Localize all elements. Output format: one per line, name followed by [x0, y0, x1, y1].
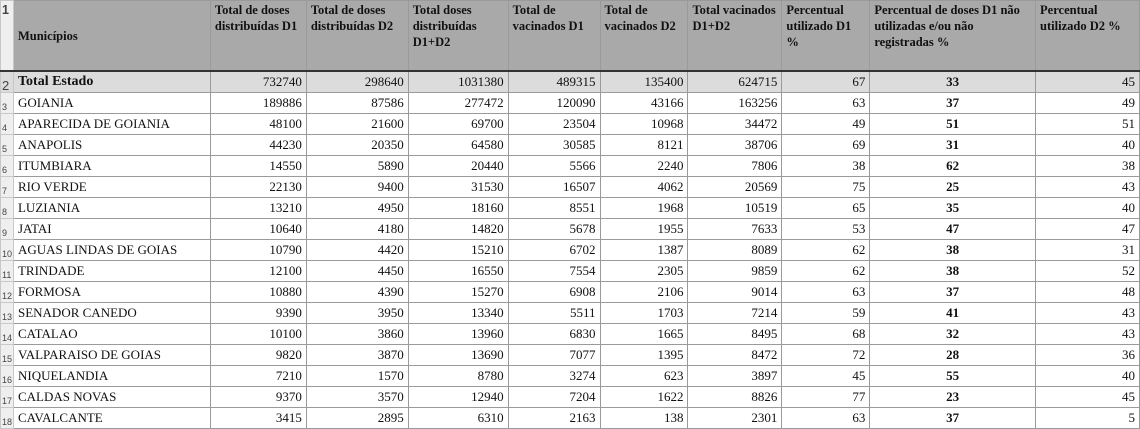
pct-d2-cell[interactable]: 47: [1036, 219, 1140, 240]
table-row: [1, 219, 1140, 240]
pct-nao-utilizadas-cell[interactable]: 31: [870, 135, 1036, 156]
row-number[interactable]: 13: [1, 303, 14, 324]
pct-d2-cell[interactable]: 48: [1036, 282, 1140, 303]
doses-d1-d2-cell[interactable]: 20440: [408, 156, 508, 177]
pct-nao-utilizadas-cell[interactable]: 32: [870, 324, 1036, 345]
vacinados-d2-cell[interactable]: 2106: [600, 282, 688, 303]
doses-d1-cell[interactable]: 9370: [210, 387, 306, 408]
doses-d1-d2-cell[interactable]: 31530: [408, 177, 508, 198]
row-number[interactable]: 5: [1, 135, 14, 156]
doses-d1-d2-cell[interactable]: 14820: [408, 219, 508, 240]
pct-nao-utilizadas-cell[interactable]: 23: [870, 387, 1036, 408]
pct-nao-utilizadas-cell[interactable]: 47: [870, 219, 1036, 240]
doses-d1-d2-cell[interactable]: 69700: [408, 114, 508, 135]
pct-d2-cell[interactable]: 31: [1036, 240, 1140, 261]
municipio-cell[interactable]: SENADOR CANEDO: [13, 303, 210, 324]
doses-d1-d2-cell[interactable]: 12940: [408, 387, 508, 408]
row-number[interactable]: 4: [1, 114, 14, 135]
vacinados-d1-d2-cell[interactable]: 624715: [688, 71, 782, 93]
pct-d1-cell[interactable]: 72: [782, 345, 870, 366]
doses-d1-d2-cell[interactable]: 64580: [408, 135, 508, 156]
vacinados-d1-cell[interactable]: 6908: [508, 282, 600, 303]
row-number[interactable]: 12: [1, 282, 14, 303]
vacinados-d1-cell[interactable]: 3274: [508, 366, 600, 387]
doses-d1-cell[interactable]: 14550: [210, 156, 306, 177]
column-header-vacinados-d1-d2[interactable]: Total vacinados D1+D2: [688, 1, 782, 72]
pct-nao-utilizadas-cell[interactable]: 37: [870, 408, 1036, 429]
doses-d2-cell[interactable]: 3870: [306, 345, 408, 366]
row-number[interactable]: 3: [1, 93, 14, 114]
pct-d2-cell[interactable]: 36: [1036, 345, 1140, 366]
vacinados-d1-cell[interactable]: 6702: [508, 240, 600, 261]
pct-d2-cell[interactable]: 51: [1036, 114, 1140, 135]
column-header-vacinados-d1[interactable]: Total de vacinados D1: [508, 1, 600, 72]
pct-nao-utilizadas-cell[interactable]: 25: [870, 177, 1036, 198]
doses-d1-d2-cell[interactable]: 277472: [408, 93, 508, 114]
pct-d1-cell[interactable]: 45: [782, 366, 870, 387]
pct-nao-utilizadas-cell[interactable]: 55: [870, 366, 1036, 387]
pct-d1-cell[interactable]: 38: [782, 156, 870, 177]
pct-d1-cell[interactable]: 65: [782, 198, 870, 219]
table-row: [1, 240, 1140, 261]
vacinados-d1-d2-cell[interactable]: 38706: [688, 135, 782, 156]
doses-d1-cell[interactable]: 10790: [210, 240, 306, 261]
doses-d1-cell[interactable]: 13210: [210, 198, 306, 219]
doses-d2-cell[interactable]: 87586: [306, 93, 408, 114]
municipio-cell[interactable]: ITUMBIARA: [13, 156, 210, 177]
row-number[interactable]: 2: [1, 71, 14, 93]
table-row: [1, 303, 1140, 324]
pct-d1-cell[interactable]: 77: [782, 387, 870, 408]
doses-d2-cell[interactable]: 9400: [306, 177, 408, 198]
vacinados-d2-cell[interactable]: 2305: [600, 261, 688, 282]
vacinados-d2-cell[interactable]: 1395: [600, 345, 688, 366]
vacinados-d1-cell[interactable]: 7077: [508, 345, 600, 366]
municipio-cell[interactable]: CALDAS NOVAS: [13, 387, 210, 408]
pct-nao-utilizadas-cell[interactable]: 51: [870, 114, 1036, 135]
doses-d1-d2-cell[interactable]: 13690: [408, 345, 508, 366]
pct-d2-cell[interactable]: 52: [1036, 261, 1140, 282]
pct-nao-utilizadas-cell[interactable]: 37: [870, 93, 1036, 114]
vacinados-d1-d2-cell[interactable]: 7214: [688, 303, 782, 324]
vacinados-d2-cell[interactable]: 135400: [600, 71, 688, 93]
table-row: [1, 408, 1140, 429]
pct-nao-utilizadas-cell[interactable]: 38: [870, 261, 1036, 282]
table-row: [1, 282, 1140, 303]
column-header-municipios[interactable]: Municípios: [13, 1, 210, 72]
vacinados-d1-cell[interactable]: 489315: [508, 71, 600, 93]
vacinados-d2-cell[interactable]: 1968: [600, 198, 688, 219]
pct-d2-cell[interactable]: 5: [1036, 408, 1140, 429]
doses-d1-cell[interactable]: 9390: [210, 303, 306, 324]
pct-d2-cell[interactable]: 40: [1036, 135, 1140, 156]
pct-d2-cell[interactable]: 45: [1036, 387, 1140, 408]
municipio-cell[interactable]: Total Estado: [13, 71, 210, 93]
pct-d1-cell[interactable]: 59: [782, 303, 870, 324]
doses-d1-d2-cell[interactable]: 16550: [408, 261, 508, 282]
vacinados-d1-d2-cell[interactable]: 8826: [688, 387, 782, 408]
vacinados-d1-d2-cell[interactable]: 9014: [688, 282, 782, 303]
vacinados-d1-cell[interactable]: 7204: [508, 387, 600, 408]
vacinados-d1-cell[interactable]: 7554: [508, 261, 600, 282]
row-number[interactable]: 11: [1, 261, 14, 282]
doses-d2-cell[interactable]: 4450: [306, 261, 408, 282]
pct-d2-cell[interactable]: 45: [1036, 71, 1140, 93]
municipio-cell[interactable]: LUZIANIA: [13, 198, 210, 219]
vacinados-d1-d2-cell[interactable]: 9859: [688, 261, 782, 282]
vacinados-d1-d2-cell[interactable]: 8089: [688, 240, 782, 261]
pct-d2-cell[interactable]: 43: [1036, 324, 1140, 345]
pct-d2-cell[interactable]: 40: [1036, 366, 1140, 387]
pct-nao-utilizadas-cell[interactable]: 37: [870, 282, 1036, 303]
municipio-cell[interactable]: CAVALCANTE: [13, 408, 210, 429]
vacinados-d2-cell[interactable]: 1622: [600, 387, 688, 408]
vacinados-d2-cell[interactable]: 138: [600, 408, 688, 429]
municipio-cell[interactable]: FORMOSA: [13, 282, 210, 303]
row-number[interactable]: 17: [1, 387, 14, 408]
pct-d1-cell[interactable]: 53: [782, 219, 870, 240]
doses-d1-d2-cell[interactable]: 1031380: [408, 71, 508, 93]
vacinados-d1-cell[interactable]: 16507: [508, 177, 600, 198]
doses-d2-cell[interactable]: 3570: [306, 387, 408, 408]
pct-d1-cell[interactable]: 67: [782, 71, 870, 93]
pct-d1-cell[interactable]: 69: [782, 135, 870, 156]
doses-d1-cell[interactable]: 22130: [210, 177, 306, 198]
total-row: [1, 71, 1140, 93]
pct-d1-cell[interactable]: 49: [782, 114, 870, 135]
row-number[interactable]: 1: [1, 1, 14, 72]
vacinados-d1-cell[interactable]: 5566: [508, 156, 600, 177]
table-row: [1, 114, 1140, 135]
doses-d1-cell[interactable]: 10640: [210, 219, 306, 240]
column-header-pct-nao-utilizadas[interactable]: Percentual de doses D1 não utilizadas e/ou não registradas %: [870, 1, 1036, 72]
pct-d1-cell[interactable]: 68: [782, 324, 870, 345]
vacinados-d1-cell[interactable]: 120090: [508, 93, 600, 114]
doses-d1-cell[interactable]: 189886: [210, 93, 306, 114]
doses-d1-cell[interactable]: 12100: [210, 261, 306, 282]
pct-d2-cell[interactable]: 38: [1036, 156, 1140, 177]
pct-nao-utilizadas-cell[interactable]: 38: [870, 240, 1036, 261]
vacinados-d1-cell[interactable]: 30585: [508, 135, 600, 156]
column-header-doses-d2[interactable]: Total de doses distribuídas D2: [306, 1, 408, 72]
doses-d2-cell[interactable]: 3860: [306, 324, 408, 345]
doses-d1-cell[interactable]: 9820: [210, 345, 306, 366]
doses-d2-cell[interactable]: 4420: [306, 240, 408, 261]
column-header-pct-d2[interactable]: Percentual utilizado D2 %: [1036, 1, 1140, 72]
doses-d2-cell[interactable]: 4950: [306, 198, 408, 219]
table-row: [1, 177, 1140, 198]
pct-d2-cell[interactable]: 43: [1036, 303, 1140, 324]
municipio-cell[interactable]: AGUAS LINDAS DE GOIAS: [13, 240, 210, 261]
header-row: [1, 1, 1140, 72]
table-row: [1, 198, 1140, 219]
vacinados-d1-cell[interactable]: 5511: [508, 303, 600, 324]
vacinados-d1-d2-cell[interactable]: 3897: [688, 366, 782, 387]
table-row: [1, 324, 1140, 345]
pct-nao-utilizadas-cell[interactable]: 41: [870, 303, 1036, 324]
vacinados-d1-d2-cell[interactable]: 8495: [688, 324, 782, 345]
column-header-doses-d1-d2[interactable]: Total doses distribuídas D1+D2: [408, 1, 508, 72]
doses-d1-cell[interactable]: 10100: [210, 324, 306, 345]
doses-d1-d2-cell[interactable]: 6310: [408, 408, 508, 429]
municipio-cell[interactable]: NIQUELANDIA: [13, 366, 210, 387]
vacinados-d2-cell[interactable]: 43166: [600, 93, 688, 114]
vacinados-d2-cell[interactable]: 1665: [600, 324, 688, 345]
vacinados-d2-cell[interactable]: 1387: [600, 240, 688, 261]
table-row: [1, 366, 1140, 387]
doses-d1-cell[interactable]: 7210: [210, 366, 306, 387]
municipio-cell[interactable]: VALPARAISO DE GOIAS: [13, 345, 210, 366]
row-number[interactable]: 14: [1, 324, 14, 345]
pct-d2-cell[interactable]: 49: [1036, 93, 1140, 114]
doses-d1-d2-cell[interactable]: 18160: [408, 198, 508, 219]
vacinados-d1-cell[interactable]: 8551: [508, 198, 600, 219]
municipio-cell[interactable]: RIO VERDE: [13, 177, 210, 198]
doses-d2-cell[interactable]: 3950: [306, 303, 408, 324]
vacinados-d1-cell[interactable]: 2163: [508, 408, 600, 429]
doses-d1-cell[interactable]: 44230: [210, 135, 306, 156]
column-header-doses-d1[interactable]: Total de doses distribuídas D1: [210, 1, 306, 72]
municipio-cell[interactable]: GOIANIA: [13, 93, 210, 114]
vacinados-d2-cell[interactable]: 8121: [600, 135, 688, 156]
doses-d1-d2-cell[interactable]: 13340: [408, 303, 508, 324]
vacinados-d2-cell[interactable]: 1703: [600, 303, 688, 324]
municipio-cell[interactable]: JATAI: [13, 219, 210, 240]
doses-d1-cell[interactable]: 3415: [210, 408, 306, 429]
pct-d1-cell[interactable]: 63: [782, 408, 870, 429]
vacinados-d1-d2-cell[interactable]: 34472: [688, 114, 782, 135]
doses-d2-cell[interactable]: 298640: [306, 71, 408, 93]
vacinados-d1-d2-cell[interactable]: 20569: [688, 177, 782, 198]
row-number[interactable]: 8: [1, 198, 14, 219]
vacinados-d1-d2-cell[interactable]: 10519: [688, 198, 782, 219]
row-number[interactable]: 16: [1, 366, 14, 387]
doses-d2-cell[interactable]: 4180: [306, 219, 408, 240]
table-row: [1, 93, 1140, 114]
doses-d1-d2-cell[interactable]: 8780: [408, 366, 508, 387]
pct-nao-utilizadas-cell[interactable]: 28: [870, 345, 1036, 366]
pct-d1-cell[interactable]: 62: [782, 261, 870, 282]
pct-nao-utilizadas-cell[interactable]: 35: [870, 198, 1036, 219]
doses-d1-d2-cell[interactable]: 13960: [408, 324, 508, 345]
municipio-cell[interactable]: TRINDADE: [13, 261, 210, 282]
doses-d2-cell[interactable]: 1570: [306, 366, 408, 387]
vacinados-d1-cell[interactable]: 6830: [508, 324, 600, 345]
doses-d1-cell[interactable]: 732740: [210, 71, 306, 93]
doses-d1-d2-cell[interactable]: 15210: [408, 240, 508, 261]
doses-d2-cell[interactable]: 21600: [306, 114, 408, 135]
vacinados-d1-d2-cell[interactable]: 2301: [688, 408, 782, 429]
row-number[interactable]: 7: [1, 177, 14, 198]
row-number[interactable]: 15: [1, 345, 14, 366]
vacinados-d1-d2-cell[interactable]: 7806: [688, 156, 782, 177]
vacinados-d2-cell[interactable]: 1955: [600, 219, 688, 240]
vacinados-d2-cell[interactable]: 2240: [600, 156, 688, 177]
pct-nao-utilizadas-cell[interactable]: 62: [870, 156, 1036, 177]
doses-d2-cell[interactable]: 2895: [306, 408, 408, 429]
table-row: [1, 387, 1140, 408]
pct-d1-cell[interactable]: 62: [782, 240, 870, 261]
doses-d2-cell[interactable]: 20350: [306, 135, 408, 156]
table-row: [1, 345, 1140, 366]
row-number[interactable]: 18: [1, 408, 14, 429]
doses-d1-cell[interactable]: 10880: [210, 282, 306, 303]
doses-d2-cell[interactable]: 4390: [306, 282, 408, 303]
row-number[interactable]: 10: [1, 240, 14, 261]
column-header-vacinados-d2[interactable]: Total de vacinados D2: [600, 1, 688, 72]
doses-d2-cell[interactable]: 5890: [306, 156, 408, 177]
vacinados-d1-cell[interactable]: 23504: [508, 114, 600, 135]
vacinados-d1-cell[interactable]: 5678: [508, 219, 600, 240]
row-number[interactable]: 9: [1, 219, 14, 240]
municipio-cell[interactable]: APARECIDA DE GOIANIA: [13, 114, 210, 135]
vacinados-d1-d2-cell[interactable]: 8472: [688, 345, 782, 366]
table-row: [1, 261, 1140, 282]
vacinados-d2-cell[interactable]: 4062: [600, 177, 688, 198]
vacinados-d2-cell[interactable]: 623: [600, 366, 688, 387]
municipio-cell[interactable]: CATALAO: [13, 324, 210, 345]
pct-d2-cell[interactable]: 43: [1036, 177, 1140, 198]
pct-d1-cell[interactable]: 75: [782, 177, 870, 198]
vacinados-d1-d2-cell[interactable]: 7633: [688, 219, 782, 240]
table-row: [1, 135, 1140, 156]
pct-nao-utilizadas-cell[interactable]: 33: [870, 71, 1036, 93]
pct-d1-cell[interactable]: 63: [782, 282, 870, 303]
doses-d1-cell[interactable]: 48100: [210, 114, 306, 135]
table-row: [1, 156, 1140, 177]
vacinados-d2-cell[interactable]: 10968: [600, 114, 688, 135]
pct-d1-cell[interactable]: 63: [782, 93, 870, 114]
pct-d2-cell[interactable]: 40: [1036, 198, 1140, 219]
table-body: [1, 1, 1140, 429]
doses-d1-d2-cell[interactable]: 15270: [408, 282, 508, 303]
municipio-cell[interactable]: ANAPOLIS: [13, 135, 210, 156]
vacinados-d1-d2-cell[interactable]: 163256: [688, 93, 782, 114]
column-header-pct-d1[interactable]: Percentual utilizado D1 %: [782, 1, 870, 72]
row-number[interactable]: 6: [1, 156, 14, 177]
